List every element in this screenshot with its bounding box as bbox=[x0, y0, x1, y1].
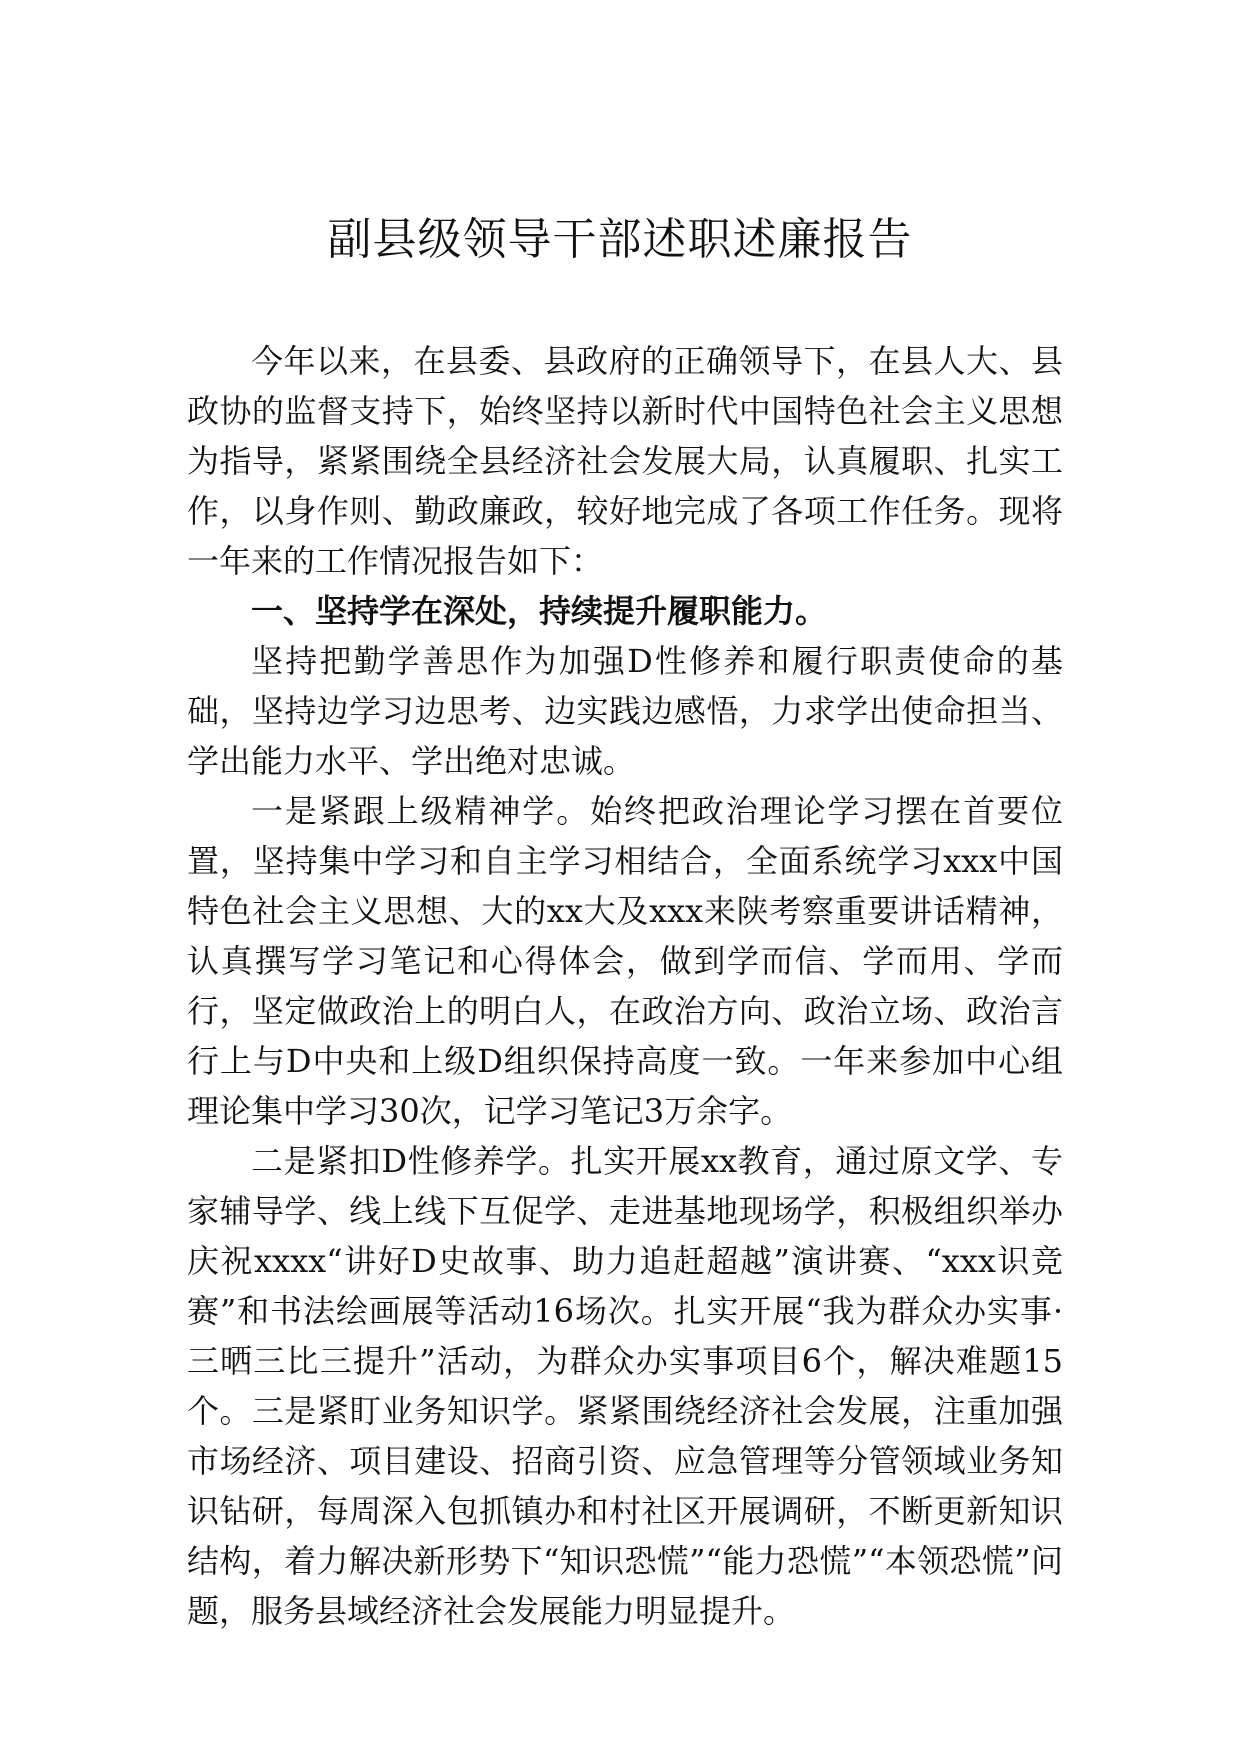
section-1-summary-paragraph: 坚持把勤学善思作为加强D性修养和履行职责使命的基础，坚持边学习边思考、边实践边感悟，力求学出使命担当、学出能力水平、学出绝对忠诚。 bbox=[187, 642, 1063, 780]
point-2-paragraph: 二是紧扣D性修养学。扎实开展xx教育，通过原文学、专家辅导学、线上线下互促学、走进基地现场学，积极组织举办庆祝xxxx“讲好D史故事、助力追赶超越”演讲赛、“xxx识竞赛”和书法绘画展等活动16场次。扎实开展“我为群众办实事·三晒三比三提升”活动，为群众办实事项目6个，解决难题15个。三是紧盯业务知识学。紧紧围绕经济社会发展，注重加强市场经济、项目建设、招商引资、应急管理等分管领域业务知识钻研，每周深入包抓镇办和村社区开展调研，不断更新知识结构，着力解决新形势下“知识恐慌”“能力恐慌”“本领恐慌”问题，服务县域经济社会发展能力明显提升。 bbox=[187, 1142, 1063, 1630]
point-1-paragraph: 一是紧跟上级精神学。始终把政治理论学习摆在首要位置，坚持集中学习和自主学习相结合，全面系统学习xxx中国特色社会主义思想、大的xx大及xxx来陕考察重要讲话精神，认真撰写学习笔记和心得体会，做到学而信、学而用、学而行，坚定做政治上的明白人，在政治方向、政治立场、政治言行上与D中央和上级D组织保持高度一致。一年来参加中心组理论集中学习30次，记学习笔记3万余字。 bbox=[187, 792, 1063, 1130]
document-title: 副县级领导干部述职述廉报告 bbox=[327, 214, 913, 265]
intro-paragraph: 今年以来，在县委、县政府的正确领导下，在县人大、县政协的监督支持下，始终坚持以新时代中国特色社会主义思想为指导，紧紧围绕全县经济社会发展大局，认真履职、扎实工作，以身作则、勤政廉政，较好地完成了各项工作任务。现将一年来的工作情况报告如下： bbox=[187, 342, 1063, 580]
document-body bbox=[187, 336, 1063, 1636]
section-heading-1: 一、坚持学在深处，持续提升履职能力。 bbox=[251, 592, 828, 630]
